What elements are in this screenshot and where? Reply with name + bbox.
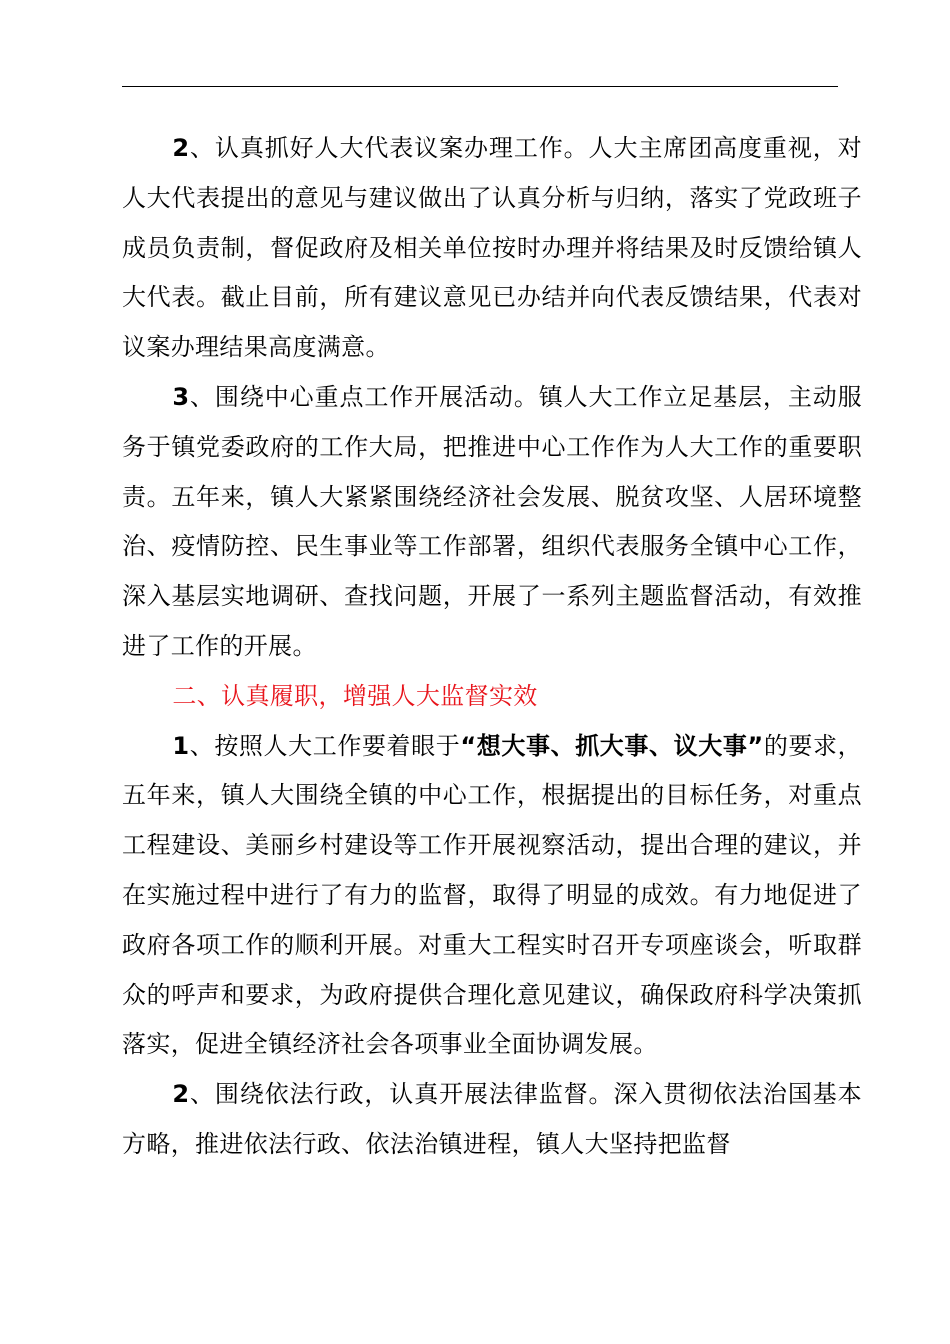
paragraph-text: 、按照人大工作要着眼于 [189, 731, 461, 760]
paragraph-text: 、围绕依法行政，认真开展法律监督。深入贯彻依法治国基本方略，推进依法行政、依法治镇进程，镇人大坚持把监督 [122, 1080, 862, 1158]
quoted-phrase: “想大事、抓大事、议大事” [460, 731, 764, 760]
paragraph-text: 、认真抓好人大代表议案办理工作。人大主席团高度重视，对人大代表提出的意见与建议做出了认真分析与归纳，落实了党政班子成员负责制，督促政府及相关单位按时办理并将结果及时反馈给镇人大代表。截止目前，所有建议意见已办结并向代表反馈结果，代表对议案办理结果高度满意。 [122, 134, 862, 362]
paragraph-number: 2 [172, 1080, 190, 1109]
paragraph-number: 1 [172, 731, 190, 760]
paragraph-number: 3 [172, 382, 190, 411]
paragraph-central-work [122, 373, 862, 672]
document-body [122, 124, 862, 1170]
paragraph-number: 2 [172, 134, 190, 162]
paragraph-proposals [122, 124, 862, 373]
paragraph-legal-supervision [122, 1070, 862, 1170]
paragraph-text: 、围绕中心重点工作开展活动。镇人大工作立足基层，主动服务于镇党委政府的工作大局，把推进中心工作作为人大工作的重要职责。五年来，镇人大紧紧围绕经济社会发展、脱贫攻坚、人居环境整治、疫情防控、民生事业等工作部署，组织代表服务全镇中心工作，深入基层实地调研、查找问题，开展了一系列主题监督活动，有效推进了工作的开展。 [122, 382, 862, 660]
header-rule [122, 86, 838, 87]
section-heading: 二、认真履职，增强人大监督实效 [172, 681, 538, 710]
paragraph-supervision [122, 722, 862, 1071]
paragraph-text: 的要求，五年来，镇人大围绕全镇的中心工作，根据提出的目标任务，对重点工程建设、美丽乡村建设等工作开展视察活动，提出合理的建议，并在实施过程中进行了有力的监督，取得了明显的成效。有力地促进了政府各项工作的顺利开展。对重大工程实时召开专项座谈会，听取群众的呼声和要求，为政府提供合理化意见建议，确保政府科学决策抓落实，促进全镇经济社会各项事业全面协调发展。 [122, 731, 862, 1059]
